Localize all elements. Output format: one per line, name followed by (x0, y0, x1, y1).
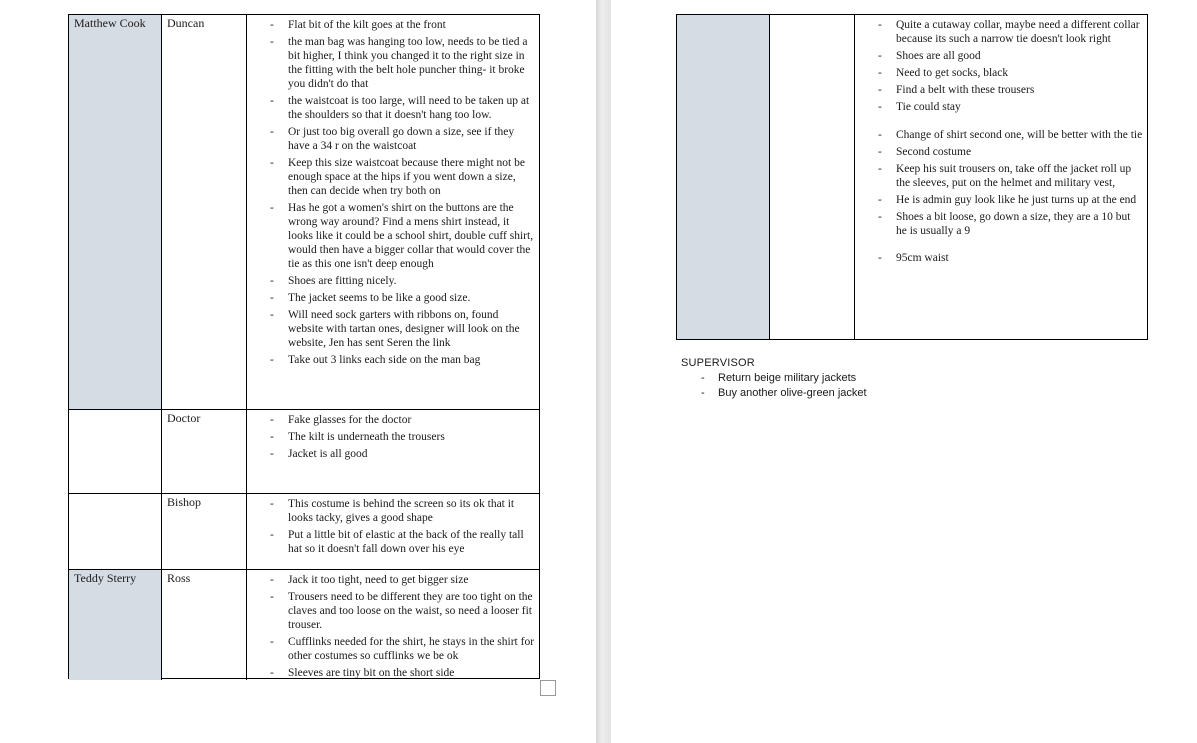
list-item: - Shoes are fitting nicely. (247, 274, 535, 288)
actor-name (677, 15, 769, 17)
list-item: - Shoes are all good (855, 49, 1143, 63)
role-cell (769, 15, 854, 339)
notes-list (247, 570, 539, 680)
page-gutter (596, 0, 611, 743)
list-item: - the man bag was hanging too low, needs to be tied a bit higher, I think you changed it to the right size in the fitting with the belt hole puncher thing- it broke you didn't do that (247, 35, 535, 91)
list-item: - Cufflinks needed for the shirt, he stays in the shirt for other costumes so cufflinks we be ok (247, 635, 535, 663)
list-item: - Find a belt with these trousers (855, 83, 1143, 97)
list-item: - The kilt is underneath the trousers (247, 430, 535, 444)
list-item: - Change of shirt second one, will be better with the tie (855, 128, 1143, 142)
notes-list (247, 494, 539, 556)
notes-cell (246, 410, 539, 493)
list-item: - Take out 3 links each side on the man bag (247, 353, 535, 367)
actor-cell (69, 410, 161, 493)
list-item: - Shoes a bit loose, go down a size, they are a 10 but he is usually a 9 (855, 210, 1143, 238)
list-item: - Tie could stay (855, 100, 1143, 114)
notes-cell (246, 570, 539, 680)
list-item: - 95cm waist (855, 251, 1143, 265)
role-name: Bishop (167, 495, 202, 509)
list-item: - Has he got a women's shirt on the buttons are the wrong way around? Find a mens shirt instead, it looks like it could be a school shirt, double cuff shirt, would then have a bigger collar that would cover the tie as this one isn't deep enough (247, 201, 535, 271)
list-item: - This costume is behind the screen so its ok that it looks tacky, gives a good shape (247, 497, 535, 525)
actor-name: Matthew Cook (74, 16, 146, 30)
actor-name (69, 410, 161, 412)
list-item: - Put a little bit of elastic at the back of the really tall hat so it doesn't fall down over his eye (247, 528, 535, 556)
list-item: - Flat bit of the kilt goes at the front (247, 18, 535, 32)
fitting-notes-table (68, 14, 540, 679)
role-name: Doctor (167, 411, 201, 425)
document-page-left (0, 0, 596, 743)
table-row (69, 493, 539, 569)
supervisor-heading: SUPERVISOR (681, 357, 755, 369)
role-cell (161, 494, 246, 569)
list-item: - The jacket seems to be like a good size. (247, 291, 535, 305)
notes-cell (246, 494, 539, 569)
list-item: - Fake glasses for the doctor (247, 413, 535, 427)
notes-list (855, 15, 1147, 265)
supervisor-section (681, 356, 867, 401)
table-resize-handle[interactable] (540, 680, 556, 696)
actor-name: Teddy Sterry (74, 571, 137, 585)
list-item: - Jack it too tight, need to get bigger size (247, 573, 535, 587)
notes-cell (854, 15, 1147, 339)
table-row (69, 409, 539, 493)
document-page-right (611, 0, 1197, 743)
notes-list (247, 410, 539, 461)
list-item: - Need to get socks, black (855, 66, 1143, 80)
list-item: - Second costume (855, 145, 1143, 159)
role-cell (161, 570, 246, 680)
table-row (677, 15, 1147, 339)
actor-cell (677, 15, 769, 339)
list-item: - Jacket is all good (247, 447, 535, 461)
supervisor-list (681, 371, 867, 401)
actor-name (69, 494, 161, 496)
role-cell (161, 410, 246, 493)
list-item: - Trousers need to be different they are too tight on the claves and too loose on the waist, so need a looser fit trouser. (247, 590, 535, 632)
notes-cell (246, 15, 539, 409)
table-row (69, 15, 539, 409)
role-cell (161, 15, 246, 409)
list-item: - Buy another olive-green jacket (681, 386, 867, 401)
list-item: - Quite a cutaway collar, maybe need a different collar because its such a narrow tie doesn't look right (855, 18, 1143, 46)
role-name (770, 15, 854, 17)
list-item: - Or just too big overall go down a size, see if they have a 34 r on the waistcoat (247, 125, 535, 153)
actor-cell (69, 494, 161, 569)
role-name: Ross (167, 571, 191, 585)
list-item: - Return beige military jackets (681, 371, 867, 386)
actor-cell (69, 15, 161, 409)
actor-cell (69, 570, 161, 680)
list-item: - Will need sock garters with ribbons on, found website with tartan ones, designer will look on the website, Jen has sent Seren the link (247, 308, 535, 350)
list-item: - Sleeves are tiny bit on the short side (247, 666, 535, 680)
notes-list (247, 15, 539, 367)
list-item: - Keep his suit trousers on, take off the jacket roll up the sleeves, put on the helmet and military vest, (855, 162, 1143, 190)
role-name: Duncan (167, 16, 205, 30)
fitting-notes-table-continued (676, 14, 1148, 340)
list-item: - the waistcoat is too large, will need to be taken up at the shoulders so that it doesn't hang too low. (247, 94, 535, 122)
list-item: - Keep this size waistcoat because there might not be enough space at the hips if you went down a size, then can decide when try both on (247, 156, 535, 198)
table-row (69, 569, 539, 680)
list-item: - He is admin guy look like he just turns up at the end (855, 193, 1143, 207)
